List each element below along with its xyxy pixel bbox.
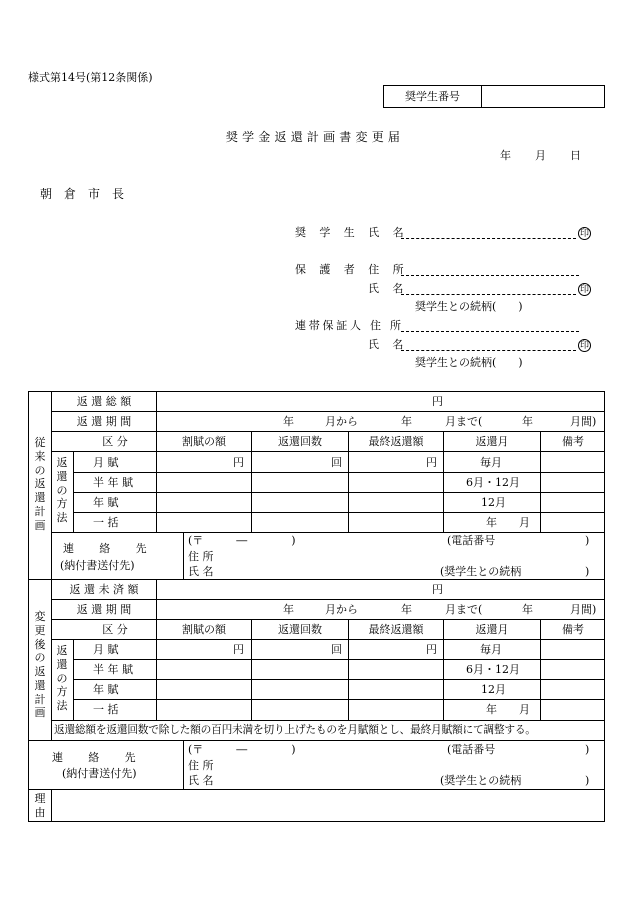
- seal-mark: 印: [579, 341, 589, 351]
- period-from: 月から: [325, 603, 358, 616]
- row-label-monthly: 月 賦: [93, 643, 119, 656]
- row-month-lump: 年 月: [486, 703, 530, 716]
- contact-label: 連 絡 先: [63, 542, 148, 555]
- unpaid-yen: 円: [432, 583, 443, 596]
- guarantor-relation: 奨学生との続柄( ): [415, 356, 523, 369]
- row-month-monthly: 毎月: [480, 456, 502, 469]
- contact-label: 連 絡 先: [52, 751, 137, 764]
- page-title: 奨学金返還計画書変更届: [225, 130, 405, 144]
- method-label: 返還の方法: [56, 644, 68, 712]
- period-year-3: 年: [522, 603, 533, 616]
- header-month: 返還月: [475, 435, 509, 448]
- row-label-lump: 一 括: [93, 516, 119, 529]
- contact-phone-close: ): [585, 534, 590, 547]
- contact-postal: (〒 ― ): [188, 743, 296, 756]
- date-day: 日: [570, 149, 581, 162]
- header-count: 返還回数: [278, 623, 322, 636]
- period-until: 月まで(: [445, 603, 483, 616]
- row-month-annual: 12月: [481, 496, 506, 509]
- header-note: 備考: [562, 435, 584, 448]
- unpaid-label: 返 還 未 済 額: [69, 583, 139, 596]
- row-label-annual: 年 賦: [93, 683, 119, 696]
- guarantor-name-line[interactable]: [401, 350, 576, 351]
- scholar-name-label: 奨 学 生 氏 名: [295, 226, 409, 239]
- contact-sub: (納付書送付先): [62, 767, 137, 780]
- header-installment: 割賦の額: [182, 623, 226, 636]
- contact-phone: (電話番号: [447, 743, 496, 756]
- scholar-number-label: 奨学生番号: [405, 90, 460, 103]
- contact-relation: (奨学生との続柄: [440, 774, 522, 787]
- form-number: 様式第14号(第12条関係): [28, 71, 153, 84]
- date-month: 月: [535, 149, 546, 162]
- row-label-monthly: 月 賦: [93, 456, 119, 469]
- contact-postal: (〒 ― ): [188, 534, 296, 547]
- contact-relation-close: ): [585, 565, 590, 578]
- reason-label: 理由: [34, 792, 46, 819]
- period-year-1: 年: [283, 415, 294, 428]
- contact-relation: (奨学生との続柄: [440, 565, 522, 578]
- row-label-semiannual: 半 年 賦: [93, 663, 133, 676]
- contact-phone-close: ): [585, 743, 590, 756]
- contact-sub: (納付書送付先): [60, 559, 135, 572]
- unit-count: 回: [331, 643, 342, 656]
- method-label: 返還の方法: [56, 456, 68, 524]
- row-month-semiannual: 6月・12月: [466, 476, 520, 489]
- section-after-label: 変更後の返還計画: [34, 610, 46, 720]
- guarantor-name-label: 氏 名: [368, 338, 409, 351]
- contact-name: 氏 名: [188, 774, 214, 787]
- unit-yen: 円: [426, 643, 437, 656]
- section-before-label: 従来の返還計画: [34, 436, 46, 532]
- guardian-relation: 奨学生との続柄( ): [415, 300, 523, 313]
- header-final: 最終返還額: [368, 435, 424, 448]
- row-month-annual: 12月: [481, 683, 506, 696]
- period-end: 月間): [570, 415, 597, 428]
- header-kubun: 区 分: [102, 435, 128, 448]
- header-final: 最終返還額: [368, 623, 424, 636]
- unit-count: 回: [331, 456, 342, 469]
- row-month-lump: 年 月: [486, 516, 530, 529]
- period-year-2: 年: [401, 415, 412, 428]
- period-from: 月から: [325, 415, 358, 428]
- date-year: 年: [500, 149, 511, 162]
- reason-field[interactable]: [56, 793, 601, 819]
- row-label-annual: 年 賦: [93, 496, 119, 509]
- row-month-monthly: 毎月: [480, 643, 502, 656]
- contact-address: 住 所: [188, 550, 214, 563]
- period-label: 返 還 期 間: [76, 603, 132, 616]
- row-month-semiannual: 6月・12月: [466, 663, 520, 676]
- row-label-lump: 一 括: [93, 703, 119, 716]
- guardian-address-label: 保 護 者 住 所: [295, 263, 409, 276]
- header-installment: 割賦の額: [182, 435, 226, 448]
- total-yen: 円: [432, 395, 443, 408]
- header-count: 返還回数: [278, 435, 322, 448]
- period-label: 返 還 期 間: [76, 415, 132, 428]
- guarantor-address-label: 連帯保証人 住 所: [295, 319, 404, 332]
- header-note: 備考: [562, 623, 584, 636]
- guardian-name-label: 氏 名: [368, 282, 409, 295]
- guardian-name-line[interactable]: [401, 294, 576, 295]
- period-year-3: 年: [522, 415, 533, 428]
- calculation-note: 返還総額を返還回数で除した額の百円未満を切り上げたものを月賦額とし、最終月賦額にて調整する。: [54, 723, 536, 736]
- contact-name: 氏 名: [188, 565, 214, 578]
- period-year-1: 年: [283, 603, 294, 616]
- period-end: 月間): [570, 603, 597, 616]
- guarantor-address-line[interactable]: [401, 331, 579, 332]
- total-label: 返 還 総 額: [76, 395, 132, 408]
- row-label-semiannual: 半 年 賦: [93, 476, 133, 489]
- contact-phone: (電話番号: [447, 534, 496, 547]
- period-until: 月まで(: [445, 415, 483, 428]
- period-year-2: 年: [401, 603, 412, 616]
- header-month: 返還月: [475, 623, 509, 636]
- scholar-number-field[interactable]: [488, 90, 598, 104]
- guardian-address-line[interactable]: [401, 275, 579, 276]
- contact-address: 住 所: [188, 759, 214, 772]
- unit-yen: 円: [426, 456, 437, 469]
- unit-yen: 円: [233, 456, 244, 469]
- scholar-name-line[interactable]: [401, 238, 576, 239]
- header-kubun: 区 分: [102, 623, 128, 636]
- seal-mark: 印: [579, 229, 589, 239]
- seal-mark: 印: [579, 285, 589, 295]
- contact-relation-close: ): [585, 774, 590, 787]
- addressee: 朝 倉 市 長: [40, 187, 125, 201]
- unit-yen: 円: [233, 643, 244, 656]
